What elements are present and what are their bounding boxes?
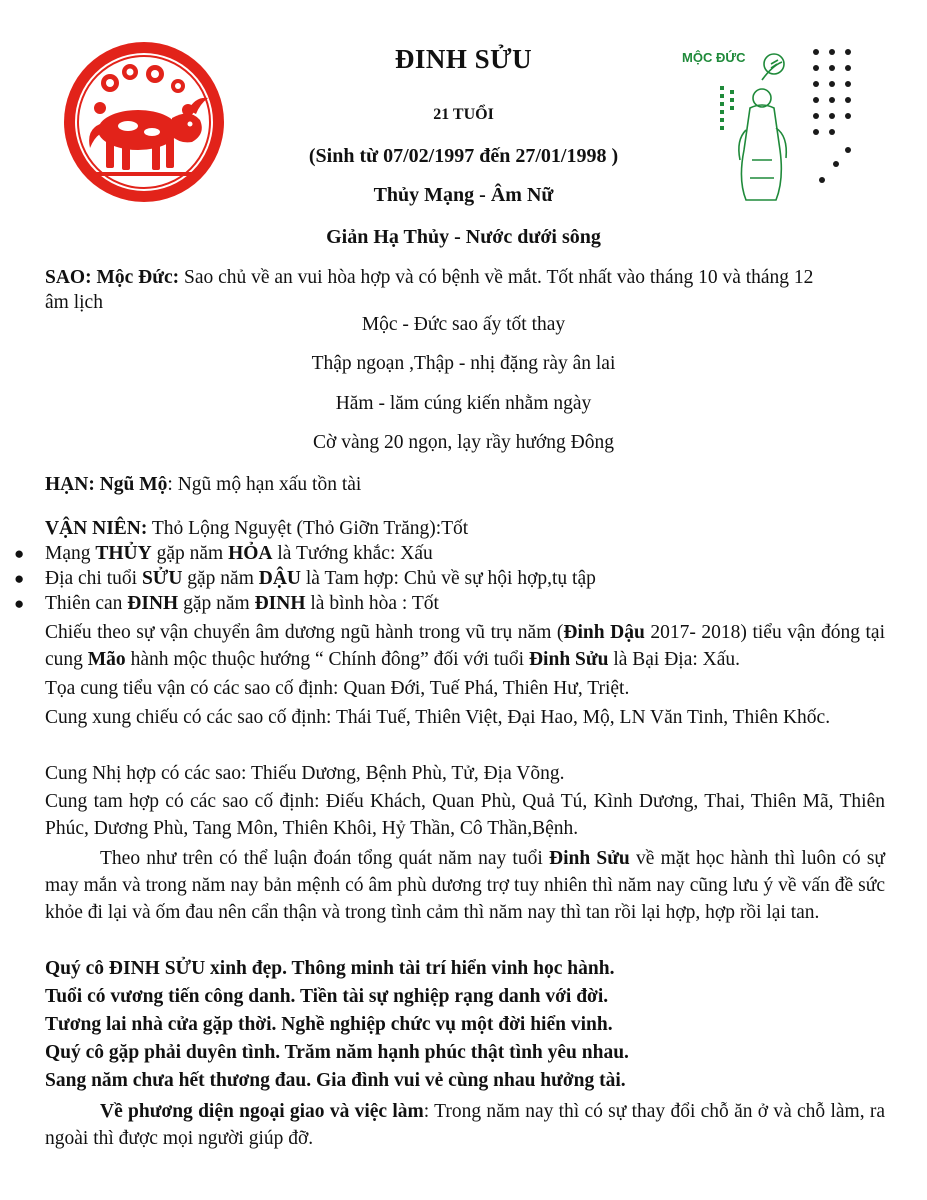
age-label: 21 TUỔI <box>433 106 494 123</box>
verse-line: Quý cô ĐINH SỬU xinh đẹp. Thông minh tài trí hiển vinh học hành. <box>45 958 615 979</box>
bullet-icon: ● <box>14 544 25 563</box>
bullet-icon: ● <box>14 569 25 588</box>
page-title: ĐINH SỬU <box>394 44 533 74</box>
chieu-text: là Bại Địa: Xấu. <box>608 649 741 670</box>
menh-label: Thủy Mạng - Âm Nữ <box>373 184 554 206</box>
chieu-paragraph <box>45 619 885 673</box>
van-nien-section <box>45 515 883 542</box>
verse-line: Tương lai nhà cửa gặp thời. Nghề nghiệp chức vụ một đời hiển vinh. <box>45 1014 613 1035</box>
cung-xung-chieu: Cung xung chiếu có các sao cố định: Thái Tuế, Thiên Việt, Đại Hao, Mộ, LN Văn Tinh, Thiên Khốc. <box>45 707 831 728</box>
poem-line: Mộc - Đức sao ấy tốt thay <box>361 314 566 335</box>
ngoai-giao-desc: : Trong năm nay thì có sự thay đổi chỗ ăn ở và chỗ làm, ra ngoài thì được mọi người giúp đỡ. <box>45 1101 885 1149</box>
sao-section <box>45 264 883 291</box>
chieu-text: Chiếu theo sự vận chuyển âm dương ngũ hành trong vũ trụ năm ( <box>45 622 564 643</box>
han-desc: : Ngũ mộ hạn xấu tồn tài <box>167 474 362 495</box>
poem-line: Hăm - lăm cúng kiến nhằm ngày <box>335 393 592 414</box>
bullet-text: gặp năm <box>151 543 229 564</box>
bullet-bold: THỦY <box>95 543 152 564</box>
bullet-item <box>45 565 883 592</box>
chieu-text: 2017- 2018) tiểu vận đóng tại cung <box>45 622 885 670</box>
chieu-bold: Mão <box>87 649 126 670</box>
bullet-text: là Tam hợp: Chủ về sự hội hợp,tụ tập <box>301 568 596 589</box>
ngoai-giao-label: Về phương diện ngoại giao và việc làm <box>100 1101 424 1122</box>
cung-toa: Tọa cung tiểu vận có các sao cố định: Quan Đới, Tuế Phá, Thiên Hư, Triệt. <box>45 678 630 699</box>
poem-line: Thập ngoạn ,Thập - nhị đặng rày ân lai <box>311 353 616 374</box>
theo-paragraph <box>45 845 885 926</box>
bullet-bold: ĐINH <box>254 593 306 614</box>
theo-text: Theo như trên có thể luận đoán tổng quát năm nay tuổi <box>100 848 549 869</box>
cung-nhi-hop: Cung Nhị hợp có các sao: Thiếu Dương, Bệnh Phù, Tử, Địa Võng. <box>45 763 565 784</box>
chieu-text: hành mộc thuộc hướng “ Chính đông” đối với tuổi <box>125 649 529 670</box>
bullet-text: gặp năm <box>178 593 255 614</box>
bullet-bold: HỎA <box>228 543 273 564</box>
verse-line: Quý cô gặp phải duyên tình. Trăm năm hạnh phúc thật tình yêu nhau. <box>45 1042 629 1063</box>
cung-tam-hop: Cung tam hợp có các sao cố định: Điếu Khách, Quan Phù, Quả Tú, Kình Dương, Thai, Thiên Mã, Thiên Phúc, Dương Phù, Tang Môn, Thiên Khôi, Hỷ Thần, Cô Thần,Bệnh. <box>45 791 885 839</box>
theo-bold: Đinh Sửu <box>548 848 630 869</box>
sao-desc-line2: âm lịch <box>45 292 103 313</box>
bullet-bold: ĐINH <box>127 593 179 614</box>
poem-line: Cờ vàng 20 ngọn, lạy rầy hướng Đông <box>313 432 614 453</box>
bullet-text: Mạng <box>45 543 96 564</box>
theo-text: về mặt học hành thì luôn có sự may mắn và trong năm nay bản mệnh có âm phù dương trợ tuy nhiên thì năm nay cũng lưu ý về vấn đề sức khỏe đi lại và ốm đau nên cẩn thận và trong tình cảm thì năm nay thì tan rồi lại hợp, hợp rồi lại tan. <box>45 848 885 923</box>
bullet-bold: SỬU <box>141 568 183 589</box>
bullet-bold: DẬU <box>258 568 302 589</box>
bullet-text: là Tướng khắc: Xấu <box>272 543 433 564</box>
han-section <box>45 471 883 498</box>
moc-duc-label: MỘC ĐỨC <box>682 50 746 65</box>
ngoai-giao-paragraph <box>45 1098 885 1152</box>
verse-line: Sang năm chưa hết thương đau. Gia đình vui vẻ cùng nhau hưởng tài. <box>45 1070 626 1091</box>
sao-desc-line1: Sao chủ về an vui hòa hợp và có bệnh về mắt. Tốt nhất vào tháng 10 và tháng 12 <box>183 267 814 288</box>
chieu-bold: Đinh Dậu <box>563 622 645 643</box>
van-nien-desc: Thỏ Lộng Nguyệt (Thỏ Giỡn Trăng):Tốt <box>147 518 469 539</box>
bullet-text: là bình hòa : Tốt <box>305 593 439 614</box>
bullet-item <box>45 590 883 617</box>
bullet-icon: ● <box>14 594 25 613</box>
nap-am-label: Giản Hạ Thủy - Nước dưới sông <box>326 226 601 248</box>
han-label: HẠN: Ngũ Mộ <box>45 474 168 495</box>
sao-name: Mộc Đức: <box>96 267 180 288</box>
bullet-text: gặp năm <box>182 568 259 589</box>
birth-range: (Sinh từ 07/02/1997 đến 27/01/1998 ) <box>308 145 619 167</box>
bullet-text: Địa chi tuổi <box>45 568 142 589</box>
chieu-bold: Đinh Sửu <box>528 649 609 670</box>
verse-line: Tuổi có vương tiến công danh. Tiền tài sự nghiệp rạng danh với đời. <box>45 986 609 1007</box>
bullet-item <box>45 540 883 567</box>
van-nien-label: VẬN NIÊN: <box>45 518 148 539</box>
bullet-text: Thiên can <box>45 593 128 614</box>
sao-label: SAO: <box>45 267 92 288</box>
